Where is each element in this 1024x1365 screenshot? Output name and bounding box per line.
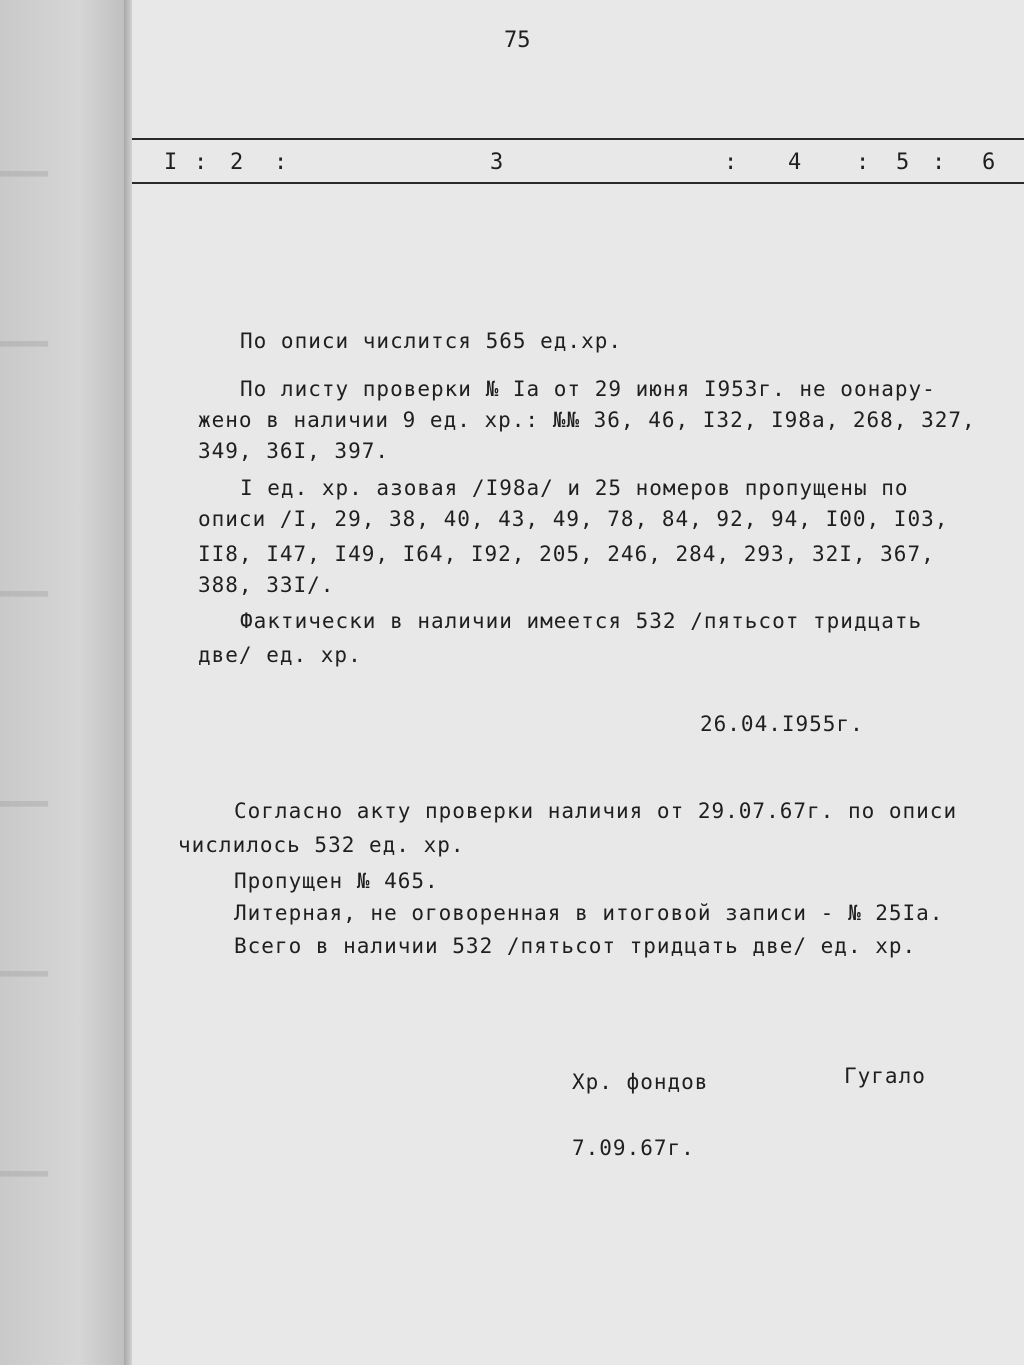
column-separator: : — [856, 150, 870, 175]
record-line: Всего в наличии 532 /пятьсот тридцать две/ ед. хр. — [234, 934, 917, 958]
record-date: 26.04.I955г. — [700, 712, 864, 736]
bleed-through-text: ▬▬▬▬ — [0, 960, 49, 984]
table-header-top-rule — [132, 138, 1024, 140]
record-line: Согласно акту проверки наличия от 29.07.67г. по описи — [234, 799, 958, 823]
bleed-through-text: ▬▬▬▬ — [0, 1160, 49, 1184]
bleed-through-text: ▬▬▬▬ — [0, 160, 49, 184]
column-number-2: 2 — [230, 150, 244, 175]
column-number-4: 4 — [788, 150, 802, 175]
record-line: 388, 33I/. — [198, 573, 335, 597]
adjacent-page-edge — [0, 0, 130, 1365]
record-line: Литерная, не оговоренная в итоговой записи - № 25Iа. — [234, 901, 944, 925]
record-line: две/ ед. хр. — [198, 643, 362, 667]
column-separator: : — [194, 150, 208, 175]
column-separator: : — [274, 150, 288, 175]
bleed-through-text: ▬▬▬▬ — [0, 330, 49, 354]
signer-name: Гугало — [844, 1064, 926, 1088]
column-number-5: 5 — [896, 150, 910, 175]
signature-date: 7.09.67г. — [572, 1136, 695, 1160]
record-line: II8, I47, I49, I64, I92, 205, 246, 284, 293, 32I, 367, — [198, 542, 935, 566]
record-line: Фактически в наличии имеется 532 /пятьсот тридцать — [240, 609, 923, 633]
record-line: I ед. хр. азовая /I98а/ и 25 номеров пропущены по — [240, 476, 909, 500]
record-line: жено в наличии 9 ед. хр.: №№ 36, 46, I32, I98а, 268, 327, — [198, 408, 976, 432]
record-line: описи /I, 29, 38, 40, 43, 49, 78, 84, 92, 94, I00, I03, — [198, 507, 949, 531]
record-line: По описи числится 565 ед.хр. — [240, 329, 623, 353]
column-number-1: I — [164, 150, 178, 175]
record-line: Пропущен № 465. — [234, 869, 439, 893]
document-page — [132, 0, 1024, 1365]
record-line: числилось 532 ед. хр. — [178, 833, 465, 857]
bleed-through-text: ▬▬▬▬ — [0, 580, 49, 604]
signer-title: Хр. фондов — [572, 1070, 709, 1094]
column-number-3: 3 — [490, 150, 504, 175]
record-line: По листу проверки № Iа от 29 июня I953г. не оонару- — [240, 377, 936, 401]
bleed-through-text: ▬▬▬▬ — [0, 790, 49, 814]
record-line: 349, 36I, 397. — [198, 439, 390, 463]
table-header-bottom-rule — [132, 182, 1024, 184]
column-separator: : — [724, 150, 738, 175]
column-number-6: 6 — [982, 150, 996, 175]
page-number: 75 — [504, 28, 531, 53]
column-separator: : — [932, 150, 946, 175]
